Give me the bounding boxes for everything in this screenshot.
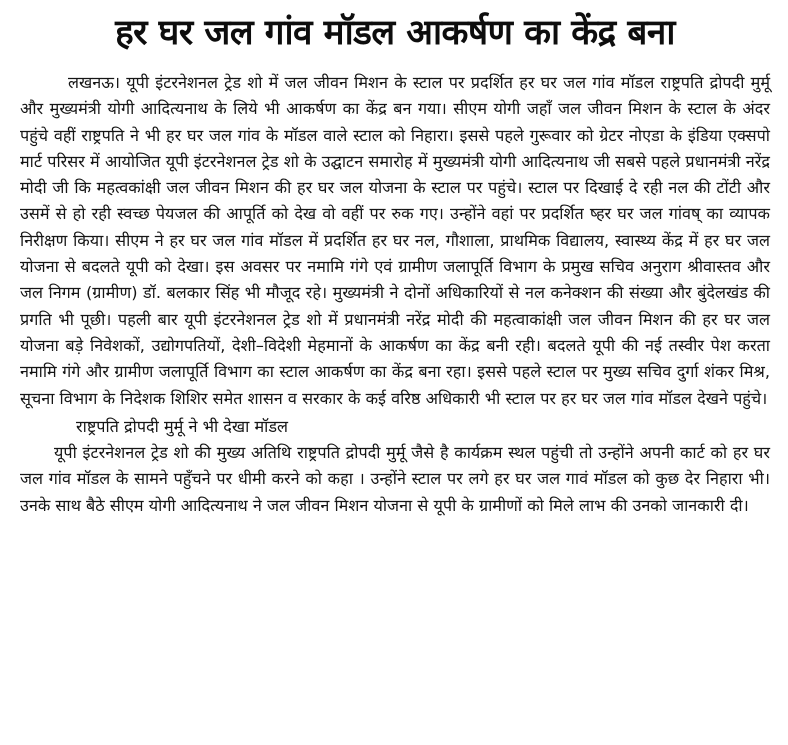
paragraph-secondary: यूपी इंटरनेशनल ट्रेड शो की मुख्य अतिथि राष्ट्रपति द्रोपदी मुर्मू जैसे है कार्यक्रम स्थल पहुंची तो उन्होंने अपनी कार्ट को हर घर जल गांव मॉडल के सामने पहुँचने पर धीमी करने को कहा । उन्होंने स्टाल पर लगे हर घर जल गावं मॉडल को कुछ देर निहारा भी। उनके साथ बैठे सीएम योगी आदित्यनाथ ने जल जीवन मिशन योजना से यूपी के ग्रामीणों को मिले लाभ की उनको जानकारी दी।: [20, 443, 770, 515]
paragraph-main: लखनऊ। यूपी इंटरनेशनल ट्रेड शो में जल जीवन मिशन के स्टाल पर प्रदर्शित हर घर जल गांव मॉडल राष्ट्रपति द्रोपदी मुर्मू और मुख्यमंत्री योगी आदित्यनाथ के लिये भी आकर्षण का केंद्र बन गया। सीएम योगी जहाँ जल जीवन मिशन के स्टाल के अंदर पहुंचे वहीं राष्ट्रपति ने भी हर घर जल गांव के मॉडल वाले स्टाल को निहारा। इससे पहले गुरूवार को ग्रेटर नोएडा के इंडिया एक्सपो मार्ट परिसर में आयोजित यूपी इंटरनेशनल ट्रेड शो के उद्घाटन समारोह में मुख्यमंत्री योगी आदित्यनाथ जी सबसे पहले प्रधानमंत्री नरेंद्र मोदी जी कि महत्वकांक्षी जल जीवन मिशन की हर घर जल योजना के स्टाल पर पहुंचे। स्टाल पर दिखाई दे रही नल की टोंटी और उसमें से हो रही स्वच्छ पेयजल की आपूर्ति को देख वो वहीं पर रुक गए। उन्होंने वहां पर प्रदर्शित ष्हर घर जल गांवष् का व्यापक निरीक्षण किया। सीएम ने हर घर जल गांव मॉडल में प्रदर्शित हर घर नल, गौशाला, प्राथमिक विद्यालय, स्वास्थ्य केंद्र में हर घर जल योजना से बदलते यूपी को देखा। इस अवसर पर नमामि गंगे एवं ग्रामीण जलापूर्ति विभाग के प्रमुख सचिव अनुराग श्रीवास्तव और जल निगम (ग्रामीण) डॉ. बलकार सिंह भी मौजूद रहे। मुख्यमंत्री ने दोनों अधिकारियों से नल कनेक्शन की संख्या और बुंदेलखंड की प्रगति भी पूछी। पहली बार यूपी इंटरनेशनल ट्रेड शो में प्रधानमंत्री नरेंद्र मोदी की महत्वाकांक्षी जल जीवन मिशन की हर घर जल योजना बड़े निवेशकों, उद्योगपतियों, देशी–विदेशी मेहमानों के आकर्षण का केंद्र बनी रही। बदलते यूपी की नई तस्वीर पेश करता नमामि गंगे और ग्रामीण जलापूर्ति विभाग का स्टाल आकर्षण का केंद्र बना रहा। इससे पहले स्टाल पर मुख्य सचिव दुर्गा शंकर मिश्र, सूचना विभाग के निदेशक शिशिर समेत शासन व सरकार के कई वरिष्ठ अधिकारी भी स्टाल पर हर घर जल गांव मॉडल देखने पहुंचे।: [20, 73, 771, 408]
subheading: राष्ट्रपति द्रोपदी मुर्मू ने भी देखा मॉडल: [76, 416, 288, 436]
headline: हर घर जल गांव मॉडल आकर्षण का केंद्र बना: [115, 13, 675, 53]
